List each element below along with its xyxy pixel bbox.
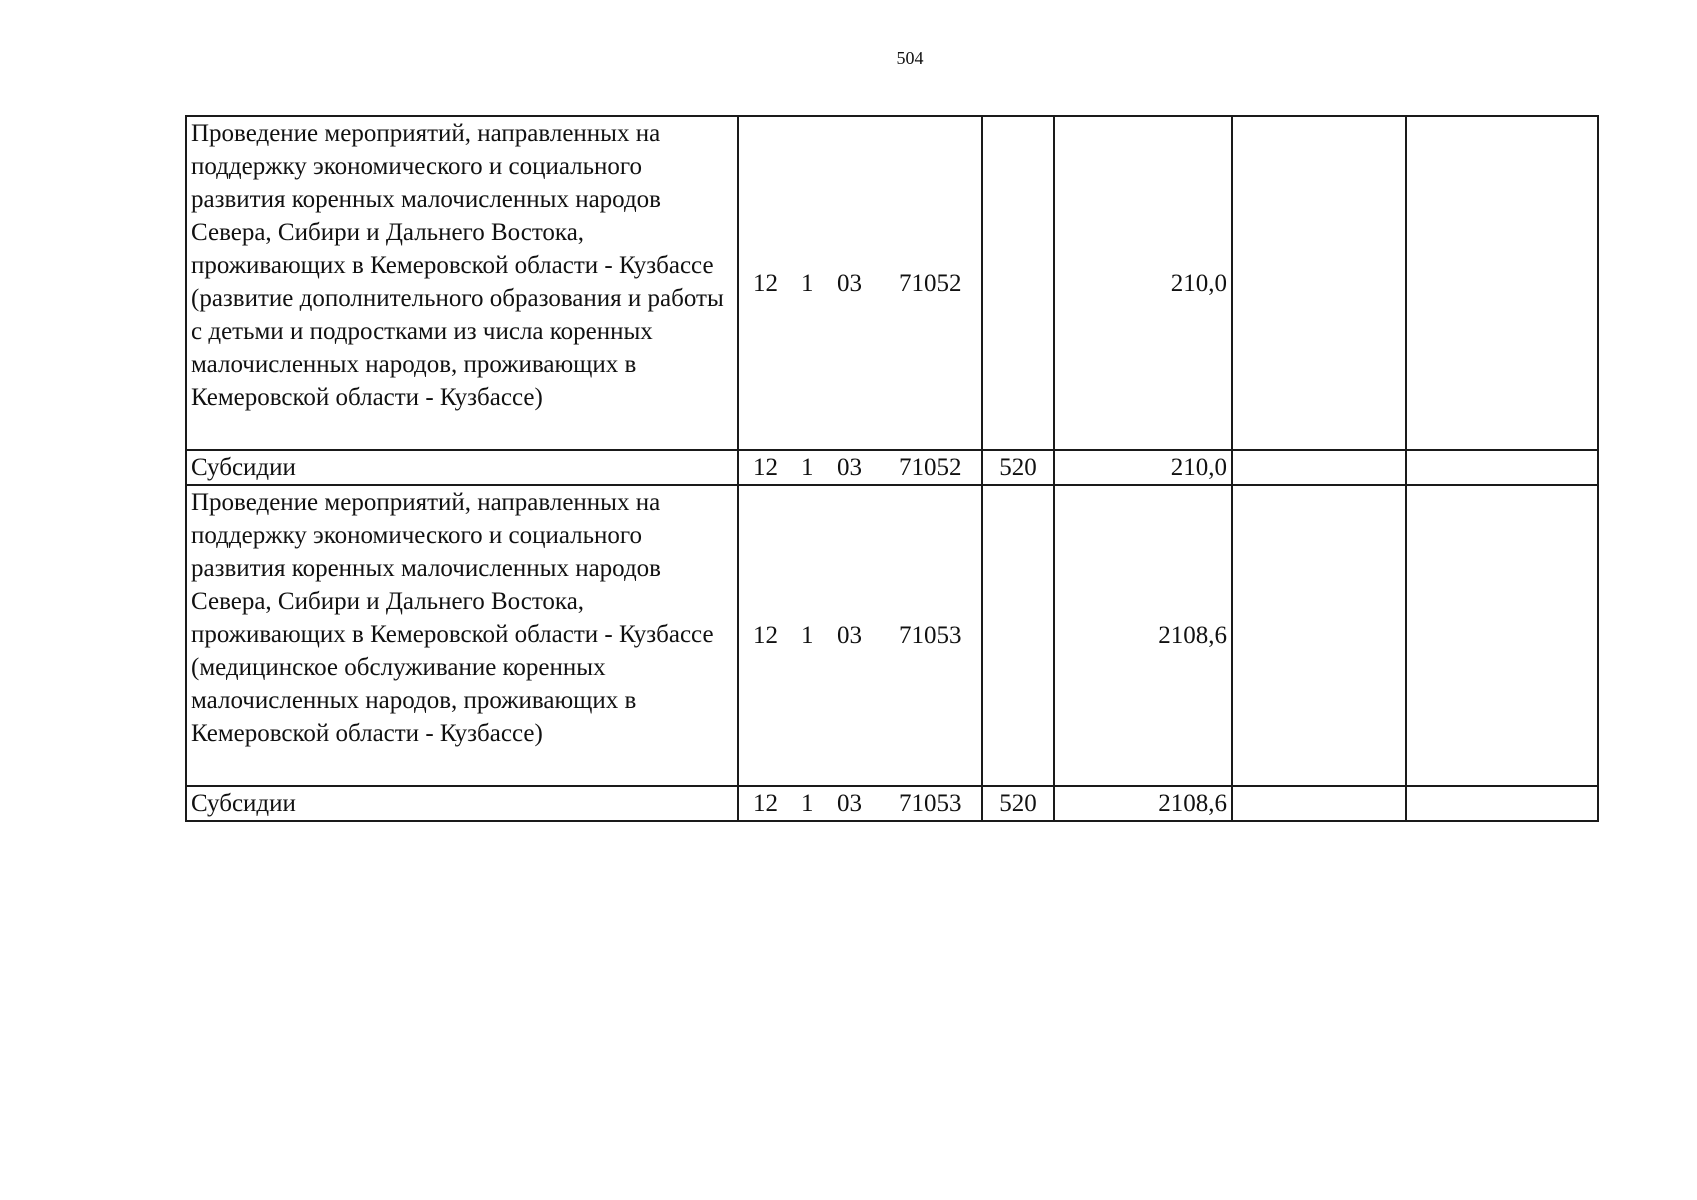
code-program: 12 xyxy=(753,622,778,649)
amount-cell-2 xyxy=(1232,786,1406,821)
code-event: 03 xyxy=(837,790,862,817)
amount-cell-2 xyxy=(1232,485,1406,786)
code-cell xyxy=(738,485,982,786)
amount-cell-3 xyxy=(1406,485,1598,786)
table-row xyxy=(186,450,1598,485)
expense-type-cell: 520 xyxy=(982,786,1054,821)
code-cell xyxy=(738,116,982,450)
code-event: 03 xyxy=(837,454,862,481)
row-description: Проведение мероприятий, направленных на поддержку экономического и социального развития коренных малочисленных народов Севера, Сибири и Дальнего Востока, проживающих в Кемеровской области - Кузбассе (развитие дополнительного образования и работы с детьми и подростками из числа коренных малочисленных народов, проживающих в Кемеровской области - Кузбассе) xyxy=(186,116,738,450)
code-cell xyxy=(738,450,982,485)
code-subprogram: 1 xyxy=(801,269,814,297)
budget-table xyxy=(185,115,1599,822)
amount-cell-3 xyxy=(1406,116,1598,450)
code-direction: 71052 xyxy=(899,269,962,297)
amount-cell-1: 2108,6 xyxy=(1054,485,1232,786)
expense-type-cell: 520 xyxy=(982,450,1054,485)
expense-type-cell xyxy=(982,116,1054,450)
table-row xyxy=(186,786,1598,821)
row-description: Проведение мероприятий, направленных на поддержку экономического и социального развития коренных малочисленных народов Севера, Сибири и Дальнего Востока, проживающих в Кемеровской области - Кузбассе (медицинское обслуживание коренных малочисленных народов, проживающих в Кемеровской области - Кузбассе) xyxy=(186,485,738,786)
code-program: 12 xyxy=(753,454,778,481)
code-subprogram: 1 xyxy=(801,622,814,649)
page-number: 504 xyxy=(896,48,924,68)
amount-cell-1: 2108,6 xyxy=(1054,786,1232,821)
code-subprogram: 1 xyxy=(801,454,814,481)
row-description: Субсидии xyxy=(186,786,738,821)
code-event: 03 xyxy=(837,622,862,649)
code-program: 12 xyxy=(753,269,778,297)
amount-cell-2 xyxy=(1232,116,1406,450)
code-direction: 71053 xyxy=(899,790,962,817)
table-row xyxy=(186,116,1598,450)
amount-cell-1: 210,0 xyxy=(1054,450,1232,485)
code-direction: 71053 xyxy=(899,622,962,649)
expense-type-cell xyxy=(982,485,1054,786)
amount-cell-1: 210,0 xyxy=(1054,116,1232,450)
amount-cell-3 xyxy=(1406,786,1598,821)
table-row xyxy=(186,485,1598,786)
code-direction: 71052 xyxy=(899,454,962,481)
code-cell xyxy=(738,786,982,821)
amount-cell-2 xyxy=(1232,450,1406,485)
code-program: 12 xyxy=(753,790,778,817)
code-event: 03 xyxy=(837,269,862,297)
amount-cell-3 xyxy=(1406,450,1598,485)
code-subprogram: 1 xyxy=(801,790,814,817)
row-description: Субсидии xyxy=(186,450,738,485)
